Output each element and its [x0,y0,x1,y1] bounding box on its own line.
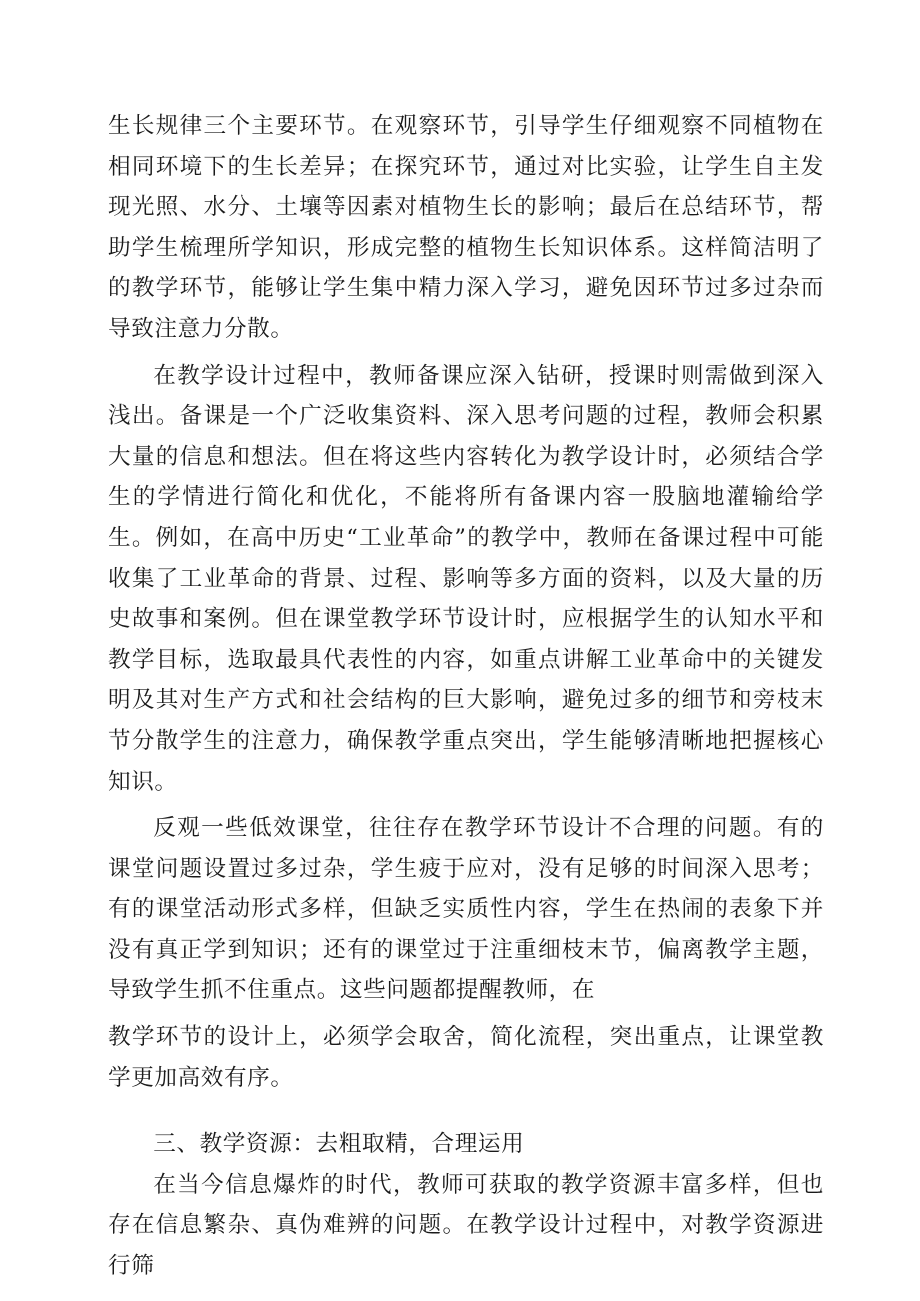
paragraph-information-era: 在当今信息爆炸的时代，教师可获取的教学资源丰富多样，但也存在信息繁杂、真伪难辨的问题。在教学设计过程中，对教学资源进行筛 [108,1171,824,1280]
paragraph-continuation: 生长规律三个主要环节。在观察环节，引导学生仔细观察不同植物在相同环境下的生长差异；在探究环节，通过对比实验，让学生自主发现光照、水分、土壤等因素对植物生长的影响；最后在总结环节，帮助学生梳理所学知识，形成完整的植物生长知识体系。这样简洁明了的教学环节，能够让学生集中精力深入学习，避免因环节过多过杂而导致注意力分散。 [108,113,824,342]
paragraph-lesson-preparation: 在教学设计过程中，教师备课应深入钻研，授课时则需做到深入浅出。备课是一个广泛收集资料、深入思考问题的过程，教师会积累大量的信息和想法。但在将这些内容转化为教学设计时，必须结合学生的学情进行简化和优化，不能将所有备课内容一股脑地灌输给学生。例如，在高中历史“工业革命”的教学中，教师在备课过程中可能收集了工业革命的背景、过程、影响等多方面的资料，以及大量的历史故事和案例。但在课堂教学环节设计时，应根据学生的认知水平和教学目标，选取最具代表性的内容，如重点讲解工业革命中的关键发明及其对生产方式和社会结构的巨大影响，避免过多的细节和旁枝末节分散学生的注意力，确保教学重点突出，学生能够清晰地把握核心知识。 [108,362,824,795]
section-heading-teaching-resources: 三、教学资源：去粗取精，合理运用 [153,1131,525,1158]
paragraph-simplify-flow: 教学环节的设计上，必须学会取舍，简化流程，突出重点，让课堂教学更加高效有序。 [108,1024,824,1091]
document-body [108,106,824,1287]
paragraph-inefficient-classroom: 反观一些低效课堂，往往存在教学环节设计不合理的问题。有的课堂问题设置过多过杂，学生疲于应对，没有足够的时间深入思考；有的课堂活动形式多样，但缺乏实质性内容，学生在热闹的表象下并没有真正学到知识；还有的课堂过于注重细枝末节，偏离教学主题，导致学生抓不住重点。这些问题都提醒教师，在 [108,815,824,1004]
